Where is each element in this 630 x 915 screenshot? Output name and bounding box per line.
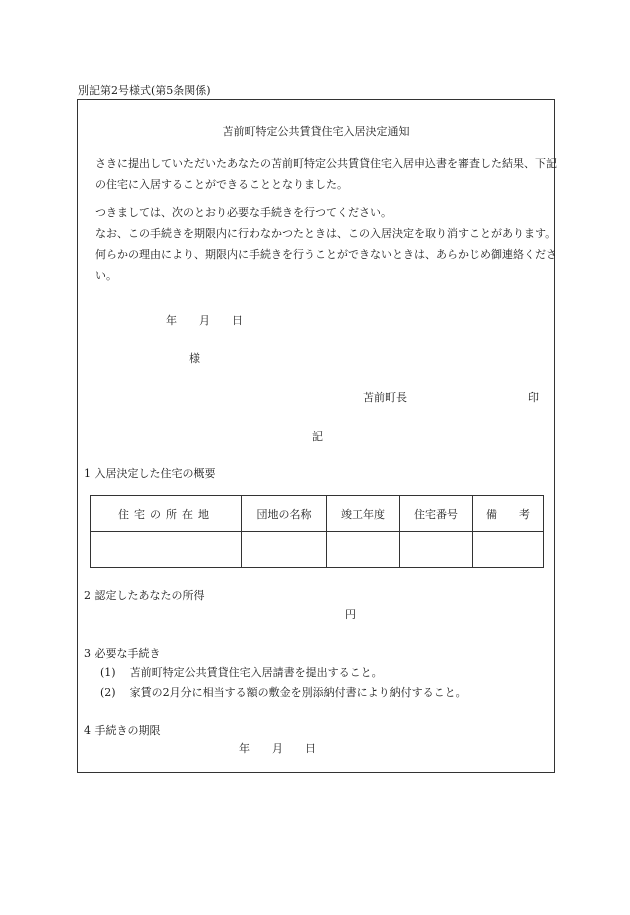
deadline-day: 日 bbox=[305, 742, 316, 755]
section-3-heading: 3 必要な手続き bbox=[84, 647, 161, 660]
seal-mark: 印 bbox=[528, 391, 539, 404]
intro-paragraph-1: さきに提出していただいたあなたの苫前町特定公共賃貸住宅入居申込書を審査した結果、下記の住宅に入居することができることとなりました。 bbox=[95, 157, 557, 191]
cell-location bbox=[91, 532, 242, 568]
deadline-date bbox=[239, 740, 316, 756]
cell-complex-name bbox=[242, 532, 327, 568]
header-completion-year: 竣工年度 bbox=[327, 496, 400, 532]
table-row bbox=[91, 532, 544, 568]
procedure-item-1-text: 苫前町特定公共賃貸住宅入居請書を提出すること。 bbox=[129, 666, 383, 679]
header-unit-number: 住宅番号 bbox=[400, 496, 473, 532]
deadline-year: 年 bbox=[239, 742, 250, 755]
procedure-item-2-text: 家賃の2月分に相当する額の敷金を別添納付書により納付すること。 bbox=[129, 686, 467, 699]
procedure-item-2 bbox=[100, 684, 467, 700]
table-header-row bbox=[91, 496, 544, 532]
cell-completion-year bbox=[327, 532, 400, 568]
procedure-item-1-num: (1) bbox=[100, 666, 116, 679]
ki-heading: 記 bbox=[312, 430, 323, 443]
form-label: 別記第2号様式(第5条関係) bbox=[78, 84, 211, 97]
income-unit: 円 bbox=[345, 608, 356, 621]
section-2-heading: 2 認定したあなたの所得 bbox=[84, 589, 205, 602]
header-location: 住宅の所在地 bbox=[91, 496, 242, 532]
notice-title: 苫前町特定公共賃貸住宅入居決定通知 bbox=[222, 125, 410, 138]
deadline-month: 月 bbox=[272, 742, 283, 755]
cell-remarks bbox=[473, 532, 544, 568]
issue-date-day: 日 bbox=[232, 314, 243, 327]
section-1-heading: 1 入居決定した住宅の概要 bbox=[84, 467, 216, 480]
header-remarks: 備 考 bbox=[473, 496, 544, 532]
procedure-item-2-num: (2) bbox=[100, 686, 116, 699]
issue-date-year: 年 bbox=[166, 314, 177, 327]
header-complex-name: 団地の名称 bbox=[242, 496, 327, 532]
intro-paragraph-3: なお、この手続きを期限内に行わなかつたときは、この入居決定を取り消すことがあります。何らかの理由により、期限内に手続きを行うことができないときは、あらかじめ御連絡ください。 bbox=[95, 227, 557, 282]
issue-date bbox=[166, 312, 243, 328]
housing-summary-table bbox=[90, 495, 544, 568]
addressee-suffix: 様 bbox=[189, 352, 200, 365]
section-4-heading: 4 手続きの期限 bbox=[84, 724, 161, 737]
procedure-item-1 bbox=[100, 664, 383, 680]
issue-date-month: 月 bbox=[199, 314, 210, 327]
issuer: 苫前町長 bbox=[363, 391, 407, 404]
intro-paragraph-2: つきましては、次のとおり必要な手続きを行つてください。 bbox=[95, 206, 392, 219]
cell-unit-number bbox=[400, 532, 473, 568]
notice-frame bbox=[77, 99, 555, 773]
